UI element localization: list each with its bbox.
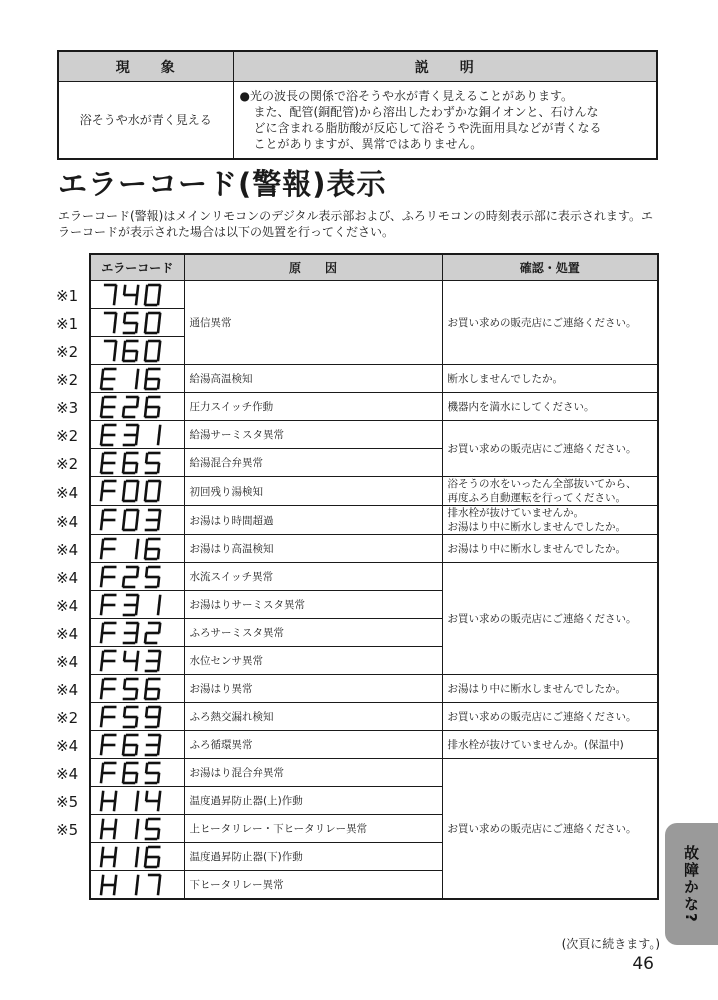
cause-cell: 水流スイッチ異常 (184, 563, 442, 591)
remedy-header: 確認・処置 (442, 254, 658, 281)
phenomenon-table (57, 50, 658, 160)
cause-cell: 上ヒータリレー・下ヒータリレー異常 (184, 815, 442, 843)
table-row (90, 731, 658, 759)
error-code (90, 337, 184, 365)
cause-cell: 水位センサ異常 (184, 647, 442, 675)
remedy-cell: お買い求めの販売店にご連絡ください。 (442, 703, 658, 731)
row-note: ※4 (56, 737, 79, 755)
segment-display (99, 733, 169, 757)
segment-display (99, 339, 169, 363)
segment-display (99, 873, 169, 897)
segment-display (99, 508, 169, 532)
continued-note: (次頁に続きます。) (561, 937, 660, 951)
cause-cell: 下ヒータリレー異常 (184, 871, 442, 900)
segment-display (99, 367, 169, 391)
segment-display (99, 593, 169, 617)
row-note: ※5 (56, 821, 79, 839)
row-note: ※1 (56, 315, 79, 333)
row-note: ※4 (56, 597, 79, 615)
error-code (90, 871, 184, 900)
row-note: ※2 (56, 455, 79, 473)
cause-cell: お湯はり時間超過 (184, 506, 442, 535)
intro-text: エラーコード(警報)はメインリモコンのデジタル表示部および、ふろリモコンの時刻表示部に表示されます。エラーコードが表示された場合は以下の処置を行ってください。 (58, 209, 653, 239)
error-code (90, 815, 184, 843)
cause-cell: ふろ循環異常 (184, 731, 442, 759)
remedy-cell: 機器内を満水にしてください。 (442, 393, 658, 421)
error-code (90, 647, 184, 675)
segment-display (99, 789, 169, 813)
segment-display (99, 761, 169, 785)
row-note: ※4 (56, 765, 79, 783)
row-note: ※5 (56, 793, 79, 811)
table-row (90, 281, 658, 309)
cause-cell: ふろ熱交漏れ検知 (184, 703, 442, 731)
phenomenon-header: 現 象 (58, 51, 233, 82)
error-code (90, 675, 184, 703)
cause-cell: お湯はり高温検知 (184, 535, 442, 563)
segment-display (99, 621, 169, 645)
segment-display (99, 479, 169, 503)
error-code (90, 535, 184, 563)
side-tab-label: 故障かな? (682, 844, 700, 924)
row-note: ※2 (56, 343, 79, 361)
remedy-cell: 排水栓が抜けていませんか。(保温中) (442, 731, 658, 759)
remedy-cell: お買い求めの販売店にご連絡ください。 (442, 421, 658, 477)
segment-display (99, 565, 169, 589)
table-row (90, 421, 658, 449)
page-title: エラーコード(警報)表示 (58, 167, 387, 201)
row-note: ※4 (56, 512, 79, 531)
error-code (90, 731, 184, 759)
code-header: エラーコード (90, 254, 184, 281)
side-tab (665, 823, 718, 945)
cause-cell: 圧力スイッチ作動 (184, 393, 442, 421)
segment-display (99, 817, 169, 841)
cause-cell: 温度過昇防止器(下)作動 (184, 843, 442, 871)
row-note: ※4 (56, 569, 79, 587)
explanation-line: どに含まれる脂肪酸が反応して浴そうや洗面用具などが青くなる (253, 121, 602, 135)
segment-display (99, 677, 169, 701)
phenomenon-cell: 浴そうや水が青く見える (58, 82, 233, 160)
segment-display (99, 283, 169, 307)
remedy-cell: お買い求めの販売店にご連絡ください。 (442, 759, 658, 900)
error-code (90, 759, 184, 787)
segment-display (99, 537, 169, 561)
segment-display (99, 395, 169, 419)
row-note: ※4 (56, 625, 79, 643)
remedy-cell: 断水しませんでしたか。 (442, 365, 658, 393)
error-code (90, 591, 184, 619)
table-row (90, 675, 658, 703)
table-row (90, 393, 658, 421)
table-row (90, 759, 658, 787)
error-code (90, 787, 184, 815)
error-code (90, 309, 184, 337)
error-code (90, 449, 184, 477)
page-number: 46 (632, 954, 654, 974)
cause-cell: お湯はり異常 (184, 675, 442, 703)
row-note: ※4 (56, 483, 79, 502)
segment-display (99, 451, 169, 475)
error-code (90, 281, 184, 309)
error-code-table (89, 253, 659, 900)
explanation-line: また、配管(銅配管)から溶出したわずかな銅イオンと、石けんな (253, 105, 599, 119)
segment-display (99, 649, 169, 673)
row-note: ※3 (56, 399, 79, 417)
table-row (90, 535, 658, 563)
row-note: ※2 (56, 427, 79, 445)
error-code (90, 703, 184, 731)
row-note: ※4 (56, 681, 79, 699)
table-row (90, 506, 658, 535)
remedy-cell: 排水栓が抜けていませんか。 お湯はり中に断水しませんでしたか。 (442, 506, 658, 535)
cause-cell: 給湯高温検知 (184, 365, 442, 393)
remedy-cell: お湯はり中に断水しませんでしたか。 (442, 535, 658, 563)
error-code (90, 365, 184, 393)
segment-display (99, 705, 169, 729)
row-note: ※1 (56, 287, 79, 305)
cause-cell: お湯はり混合弁異常 (184, 759, 442, 787)
table-row (90, 365, 658, 393)
explanation-line: ●光の波長の関係で浴そうや水が青く見えることがあります。 (239, 89, 574, 103)
error-code (90, 477, 184, 506)
cause-cell: 初回残り湯検知 (184, 477, 442, 506)
table-row (90, 703, 658, 731)
row-note: ※4 (56, 653, 79, 671)
segment-display (99, 311, 169, 335)
table-row (90, 477, 658, 506)
segment-display (99, 845, 169, 869)
cause-header: 原 因 (184, 254, 442, 281)
error-code (90, 393, 184, 421)
row-note: ※2 (56, 371, 79, 389)
explanation-line: ことがありますが、異常ではありません。 (253, 137, 483, 151)
error-code (90, 843, 184, 871)
remedy-cell: 浴そうの水をいったん全部抜いてから、 再度ふろ自動運転を行ってください。 (442, 477, 658, 506)
cause-cell: 給湯サーミスタ異常 (184, 421, 442, 449)
explanation-header: 説 明 (233, 51, 657, 82)
error-code (90, 506, 184, 535)
cause-cell: 給湯混合弁異常 (184, 449, 442, 477)
error-code (90, 563, 184, 591)
explanation-cell (233, 82, 657, 160)
row-note: ※2 (56, 709, 79, 727)
remedy-cell: お買い求めの販売店にご連絡ください。 (442, 563, 658, 675)
table-row (90, 563, 658, 591)
cause-cell: お湯はりサーミスタ異常 (184, 591, 442, 619)
cause-cell: ふろサーミスタ異常 (184, 619, 442, 647)
cause-cell: 通信異常 (184, 281, 442, 365)
remedy-cell: お湯はり中に断水しませんでしたか。 (442, 675, 658, 703)
error-code (90, 421, 184, 449)
row-note: ※4 (56, 541, 79, 559)
error-code (90, 619, 184, 647)
remedy-cell: お買い求めの販売店にご連絡ください。 (442, 281, 658, 365)
segment-display (99, 423, 169, 447)
cause-cell: 温度過昇防止器(上)作動 (184, 787, 442, 815)
